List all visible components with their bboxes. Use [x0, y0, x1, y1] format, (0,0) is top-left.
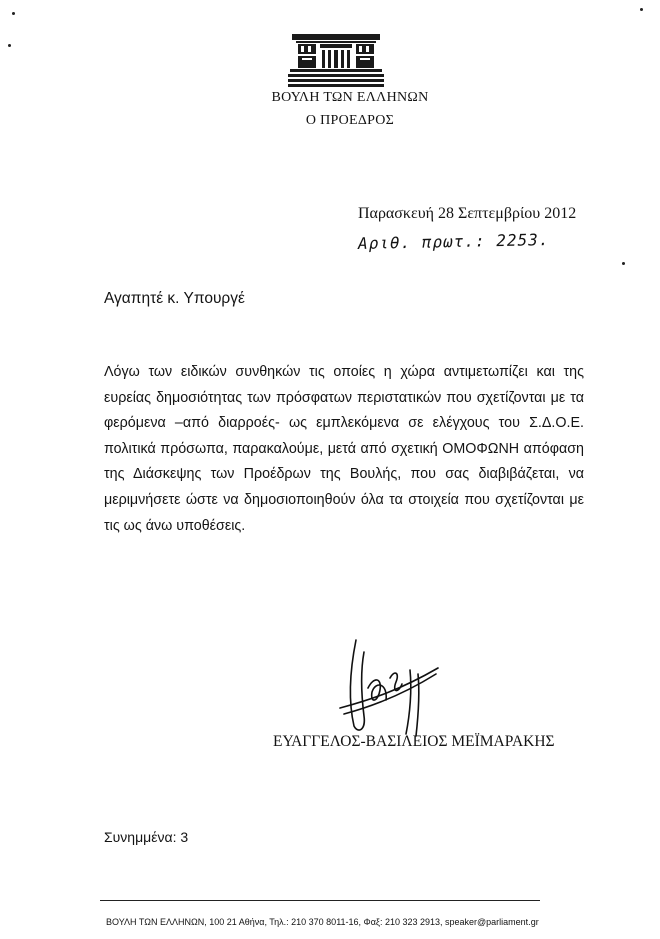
scan-speck — [640, 8, 643, 11]
scan-speck — [8, 44, 11, 47]
footer-divider — [100, 900, 540, 901]
parliament-emblem-icon — [286, 28, 386, 90]
scan-speck — [12, 12, 15, 15]
letter-body: Λόγω των ειδικών συνθηκών τις οποίες η χώρα αντιμετωπίζει και της ευρείας δημοσιότητας των πρόσφατων περιστατικών που σχετίζονται με τα φερόμενα –από διαρροές- ως εμπλεκόμενα σε ελέγχους του Σ.Δ.Ο.Ε. πολιτικά πρόσωπα, παρακαλούμε, μετά από σχετική ΟΜΟΦΩΝΗ απόφαση της Διάσκεψης των Προέδρων της Βουλής, που σας διαβιβάζεται, να μεριμνήσετε ώστε να δημοσιοποιηθούν όλα τα στοιχεία που σχετίζονται με τις ως άνω υποθέσεις. — [104, 364, 584, 534]
signer-name: ΕΥΑΓΓΕΛΟΣ-ΒΑΣΙΛΕΙΟΣ ΜΕΪΜΑΡΑΚΗΣ — [273, 733, 555, 750]
institution-name: ΒΟΥΛΗ ΤΩΝ ΕΛΛΗΝΩΝ — [271, 90, 429, 105]
scan-speck — [622, 262, 625, 265]
protocol-number: Αριθ. πρωτ.: 2253. — [357, 229, 550, 254]
office-title: Ο ΠΡΟΕΔΡΟΣ — [305, 113, 395, 128]
handwritten-signature — [330, 630, 440, 740]
attachments-count: Συνημμένα: 3 — [104, 829, 189, 845]
letter-date: Παρασκευή 28 Σεπτεμβρίου 2012 — [358, 205, 577, 222]
salutation: Αγαπητέ κ. Υπουργέ — [104, 290, 245, 307]
footer-contact: ΒΟΥΛΗ ΤΩΝ ΕΛΛΗΝΩΝ, 100 21 Αθήνα, Τηλ.: 210 370 8011-16, Φαξ: 210 323 2913, speaker@parliament.gr — [106, 917, 539, 927]
